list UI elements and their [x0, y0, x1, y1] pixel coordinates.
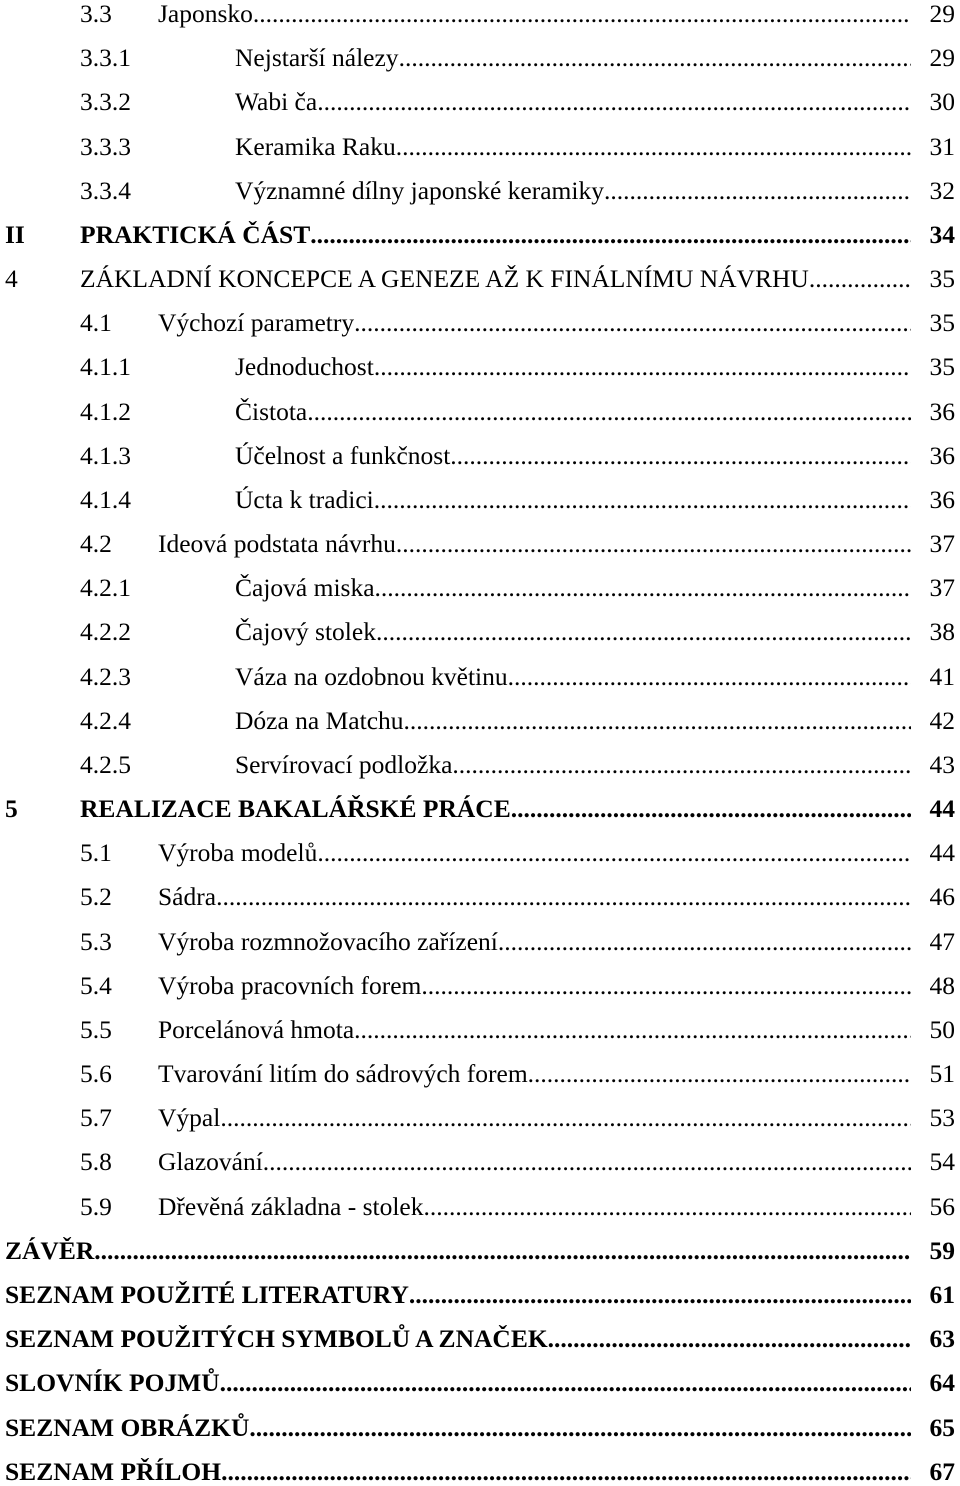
dot-leader	[409, 1283, 911, 1307]
toc-entry	[0, 970, 960, 1000]
toc-entry	[0, 617, 960, 647]
dot-leader	[404, 709, 911, 733]
toc-entry-title: Čajová miska	[235, 573, 375, 603]
toc-entry-number: 5.1	[80, 838, 112, 868]
toc-entry-number: 5.7	[80, 1103, 112, 1133]
toc-section-heading	[0, 1324, 960, 1354]
toc-entry-page: 31	[929, 131, 955, 161]
dot-leader	[220, 1371, 911, 1395]
dot-leader	[604, 179, 911, 203]
toc-entry-page: 32	[929, 175, 955, 205]
toc-entry-number: 4.1.4	[80, 484, 131, 514]
toc-entry-title: Výchozí parametry	[158, 308, 355, 338]
toc-entry-title: Tvarování litím do sádrových forem	[158, 1059, 528, 1089]
toc-entry-page: 48	[929, 970, 955, 1000]
toc-entry	[0, 838, 960, 868]
dot-leader	[498, 930, 911, 954]
toc-entry-title: Glazování	[158, 1147, 263, 1177]
toc-chapter-heading	[0, 794, 960, 824]
dot-leader	[253, 2, 911, 26]
dot-leader	[307, 400, 911, 424]
toc-entry-number: 4.2.4	[80, 705, 131, 735]
dot-leader	[317, 841, 911, 865]
dot-leader	[221, 1460, 911, 1484]
toc-entry-page: 54	[929, 1147, 955, 1177]
toc-entry-page: 67	[929, 1456, 955, 1486]
toc-entry-page: 65	[929, 1412, 955, 1442]
toc-entry-title: Výroba modelů	[158, 838, 318, 868]
toc-chapter-heading	[0, 264, 960, 294]
toc-entry-page: 53	[929, 1103, 955, 1133]
toc-entry-title: Ideová podstata návrhu	[158, 529, 396, 559]
toc-entry-title: Úcta k tradici	[235, 484, 374, 514]
toc-entry	[0, 705, 960, 735]
dot-leader	[421, 974, 911, 998]
toc-entry-number: 4	[5, 264, 18, 294]
toc-entry-page: 29	[929, 43, 955, 73]
toc-entry	[0, 43, 960, 73]
toc-entry-title: Čistota	[235, 396, 308, 426]
toc-entry	[0, 2, 960, 26]
toc-entry-title: REALIZACE BAKALÁŘSKÉ PRÁCE	[80, 794, 511, 824]
toc-entry-page: 29	[929, 0, 955, 28]
toc-entry-title: Účelnost a funkčnost	[235, 440, 451, 470]
toc-entry-title: Keramika Raku	[235, 131, 396, 161]
dot-leader	[354, 1018, 911, 1042]
toc-entry-title: SEZNAM POUŽITÝCH SYMBOLŮ A ZNAČEK	[5, 1324, 548, 1354]
toc-entry	[0, 749, 960, 779]
toc-section-heading	[0, 1279, 960, 1309]
toc-entry-page: 35	[929, 308, 955, 338]
toc-entry-title: SEZNAM OBRÁZKŮ	[5, 1412, 250, 1442]
toc-entry-title: SEZNAM PŘÍLOH	[5, 1456, 222, 1486]
toc-entry-number: 5.3	[80, 926, 112, 956]
toc-entry	[0, 352, 960, 382]
dot-leader	[216, 885, 911, 909]
toc-entry-number: 4.1.1	[80, 352, 131, 382]
toc-entry	[0, 1191, 960, 1221]
toc-entry-title: Výroba pracovních forem	[158, 970, 422, 1000]
toc-entry-number: II	[5, 219, 25, 249]
toc-entry-page: 37	[929, 529, 955, 559]
toc-entry-page: 37	[929, 573, 955, 603]
toc-entry-number: 5.8	[80, 1147, 112, 1177]
toc-entry	[0, 396, 960, 426]
toc-entry-title: Čajový stolek	[235, 617, 376, 647]
toc-entry-title: Servírovací podložka	[235, 749, 453, 779]
dot-leader	[249, 1416, 911, 1440]
dot-leader	[374, 488, 911, 512]
toc-entry-title: ZÁKLADNÍ KONCEPCE A GENEZE AŽ K FINÁLNÍMU NÁVRHU	[80, 264, 809, 294]
toc-entry	[0, 661, 960, 691]
dot-leader	[375, 576, 911, 600]
toc-entry-number: 4.1	[80, 308, 112, 338]
dot-leader	[396, 135, 911, 159]
toc-entry-page: 36	[929, 396, 955, 426]
dot-leader	[396, 532, 911, 556]
toc-entry-page: 42	[929, 705, 955, 735]
toc-entry-number: 3.3	[80, 0, 112, 28]
toc-entry-number: 4.1.3	[80, 440, 131, 470]
toc-entry-title: ZÁVĚR	[5, 1235, 95, 1265]
toc-entry-title: Japonsko	[158, 0, 253, 28]
toc-entry-page: 30	[929, 87, 955, 117]
toc-entry-page: 63	[929, 1324, 955, 1354]
dot-leader	[450, 444, 911, 468]
toc-entry-page: 36	[929, 484, 955, 514]
toc-entry-number: 3.3.3	[80, 131, 131, 161]
toc-entry-number: 4.1.2	[80, 396, 131, 426]
toc-entry	[0, 529, 960, 559]
toc-section-heading	[0, 1412, 960, 1442]
toc-entry-number: 3.3.1	[80, 43, 131, 73]
toc-entry-page: 43	[929, 749, 955, 779]
dot-leader	[263, 1150, 911, 1174]
dot-leader	[508, 665, 911, 689]
dot-leader	[548, 1327, 911, 1351]
toc-entry	[0, 308, 960, 338]
dot-leader	[452, 753, 911, 777]
toc-entry-page: 46	[929, 882, 955, 912]
toc-entry-number: 5	[5, 794, 18, 824]
toc-entry-number: 5.5	[80, 1014, 112, 1044]
toc-entry-title: Výpal	[158, 1103, 221, 1133]
toc-entry-page: 44	[929, 794, 955, 824]
dot-leader	[94, 1239, 911, 1263]
toc-entry	[0, 573, 960, 603]
toc-section-heading	[0, 1235, 960, 1265]
toc-entry	[0, 484, 960, 514]
toc-entry-title: Jednoduchost	[235, 352, 374, 382]
dot-leader	[511, 797, 911, 821]
toc-entry-page: 35	[929, 264, 955, 294]
toc-entry-page: 56	[929, 1191, 955, 1221]
toc-entry-title: Dřevěná základna - stolek	[158, 1191, 424, 1221]
toc-entry-page: 50	[929, 1014, 955, 1044]
toc-entry-number: 3.3.4	[80, 175, 131, 205]
toc-entry	[0, 1059, 960, 1089]
toc-entry-title: SEZNAM POUŽITÉ LITERATURY	[5, 1279, 409, 1309]
toc-entry-title: Výroba rozmnožovacího zařízení	[158, 926, 498, 956]
toc-entry-number: 5.2	[80, 882, 112, 912]
dot-leader	[399, 46, 911, 70]
dot-leader	[424, 1195, 912, 1219]
toc-entry-page: 47	[929, 926, 955, 956]
dot-leader	[354, 311, 911, 335]
toc-entry-title: Významné dílny japonské keramiky	[235, 175, 604, 205]
toc-entry-title: Dóza na Matchu	[235, 705, 404, 735]
dot-leader	[809, 267, 911, 291]
toc-entry-number: 5.9	[80, 1191, 112, 1221]
toc-section-heading	[0, 1368, 960, 1398]
toc-entry-number: 4.2.2	[80, 617, 131, 647]
toc-entry	[0, 440, 960, 470]
toc-entry-number: 5.4	[80, 970, 112, 1000]
toc-entry-page: 51	[929, 1059, 955, 1089]
dot-leader	[528, 1062, 911, 1086]
toc-entry-page: 59	[929, 1235, 955, 1265]
toc-entry	[0, 87, 960, 117]
toc-entry-number: 4.2.1	[80, 573, 131, 603]
toc-entry	[0, 882, 960, 912]
toc-entry-number: 4.2	[80, 529, 112, 559]
toc-entry-title: Váza na ozdobnou květinu	[235, 661, 508, 691]
dot-leader	[220, 1106, 911, 1130]
toc-entry	[0, 1147, 960, 1177]
toc-entry-title: Sádra	[158, 882, 217, 912]
dot-leader	[376, 620, 911, 644]
toc-entry-number: 3.3.2	[80, 87, 131, 117]
toc-part-heading	[0, 219, 960, 249]
toc-entry-title: SLOVNÍK POJMŮ	[5, 1368, 220, 1398]
toc-entry-number: 4.2.3	[80, 661, 131, 691]
toc-entry-title: Nejstarší nálezy	[235, 43, 399, 73]
toc-entry-page: 36	[929, 440, 955, 470]
toc-entry-page: 41	[929, 661, 955, 691]
toc-entry-number: 4.2.5	[80, 749, 131, 779]
toc-entry	[0, 175, 960, 205]
toc-entry-page: 64	[929, 1368, 955, 1398]
toc-entry-page: 34	[929, 219, 955, 249]
toc-entry-title: PRAKTICKÁ ČÁST	[80, 219, 311, 249]
dot-leader	[374, 355, 911, 379]
toc-entry-page: 38	[929, 617, 955, 647]
toc-entry	[0, 131, 960, 161]
toc-entry	[0, 1103, 960, 1133]
toc-entry-page: 35	[929, 352, 955, 382]
dot-leader	[310, 223, 911, 247]
toc-entry-title: Wabi ča	[235, 87, 318, 117]
toc-entry-title: Porcelánová hmota	[158, 1014, 355, 1044]
toc-entry	[0, 926, 960, 956]
toc-entry-page: 44	[929, 838, 955, 868]
dot-leader	[317, 90, 911, 114]
toc-entry-number: 5.6	[80, 1059, 112, 1089]
toc-entry-page: 61	[929, 1279, 955, 1309]
toc-entry	[0, 1014, 960, 1044]
toc-section-heading	[0, 1456, 960, 1486]
